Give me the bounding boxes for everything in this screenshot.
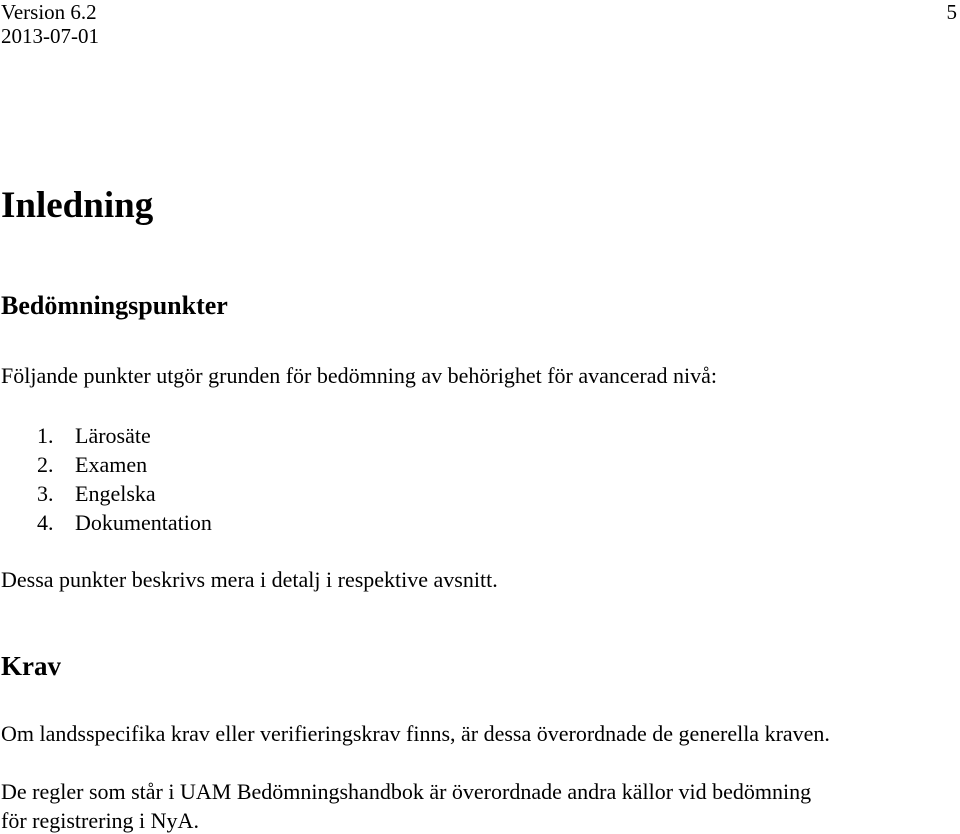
krav-paragraph-2-line-1: De regler som står i UAM Bedömningshandbok är överordnade andra källor vid bedömning — [1, 779, 812, 804]
list-item-label: Lärosäte — [75, 423, 151, 448]
list-item-label: Examen — [75, 452, 148, 477]
document-date: 2013-07-01 — [1, 24, 99, 48]
list-item-label: Engelska — [75, 481, 156, 506]
krav-title: Krav — [1, 651, 61, 681]
assessment-points-list — [37, 421, 212, 537]
list-item — [37, 421, 212, 450]
list-item — [37, 479, 212, 508]
list-item — [37, 508, 212, 537]
subsection-title: Bedömningspunkter — [1, 291, 228, 320]
section-title: Inledning — [1, 185, 154, 226]
list-item-number: 3. — [37, 481, 54, 506]
list-item-number: 1. — [37, 423, 54, 448]
points-description: Dessa punkter beskrivs mera i detalj i respektive avsnitt. — [1, 567, 498, 592]
intro-paragraph: Följande punkter utgör grunden för bedömning av behörighet för avancerad nivå: — [1, 363, 717, 388]
page-number: 5 — [946, 0, 957, 24]
list-item — [37, 450, 212, 479]
document-version: Version 6.2 — [1, 0, 97, 24]
list-item-number: 4. — [37, 510, 54, 535]
krav-paragraph-2-line-2: för registrering i NyA. — [1, 808, 199, 833]
list-item-label: Dokumentation — [75, 510, 212, 535]
list-item-number: 2. — [37, 452, 54, 477]
krav-paragraph-1: Om landsspecifika krav eller verifieringskrav finns, är dessa överordnade de generella kraven. — [1, 721, 830, 746]
